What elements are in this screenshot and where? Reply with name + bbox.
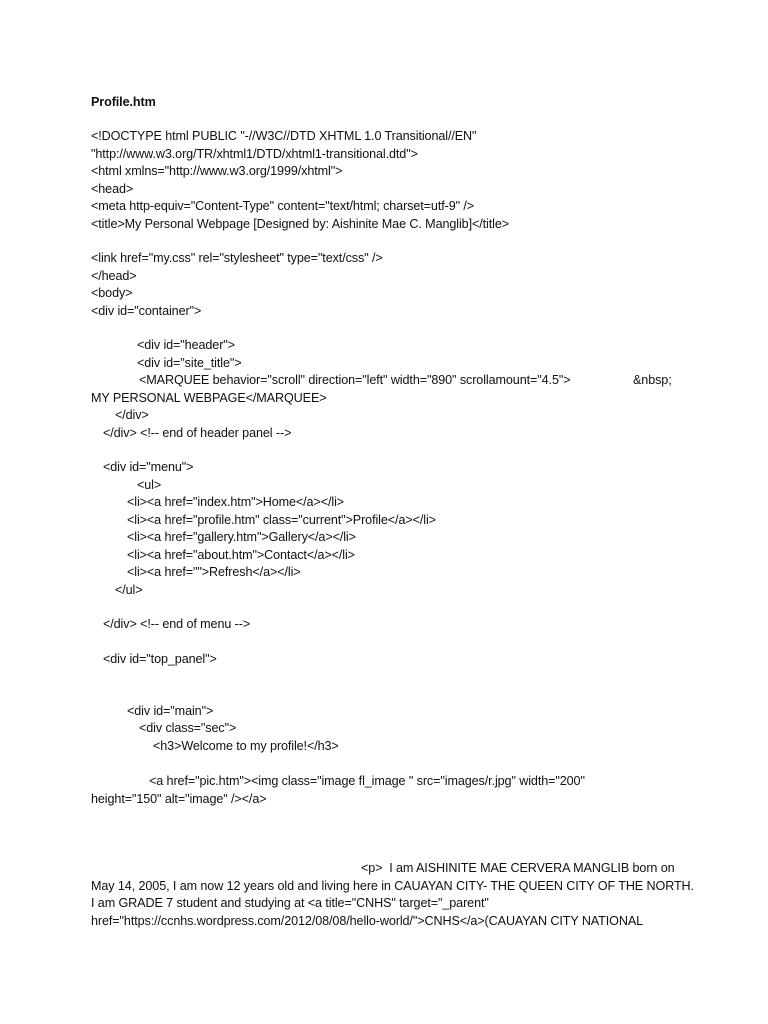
document-title: Profile.htm	[91, 95, 156, 109]
code-line: <ul>	[137, 478, 162, 492]
code-line: <h3>Welcome to my profile!</h3>	[153, 739, 339, 753]
code-line: </div>	[115, 408, 149, 422]
code-line: <li><a href="gallery.htm">Gallery</a></li>	[127, 530, 356, 544]
code-line: <div class="sec">	[139, 721, 237, 735]
code-line: <li><a href="index.htm">Home</a></li>	[127, 495, 345, 509]
code-line: <title>My Personal Webpage [Designed by: Aishinite Mae C. Manglib]</title>	[91, 217, 509, 231]
code-line: </div> <!-- end of header panel -->	[103, 426, 292, 440]
code-line: <html xmlns="http://www.w3.org/1999/xhtml">	[91, 164, 343, 178]
code-line: <meta http-equiv="Content-Type" content="text/html; charset=utf-9" />	[91, 199, 475, 213]
code-line: height="150" alt="image" /></a>	[91, 792, 267, 806]
code-line: May 14, 2005, I am now 12 years old and living here in CAUAYAN CITY- THE QUEEN CITY OF THE NORTH.	[91, 879, 694, 893]
code-line: </head>	[91, 269, 137, 283]
code-line: </ul>	[115, 583, 143, 597]
code-line: <MARQUEE behavior="scroll" direction="left" width="890" scrollamount="4.5">	[139, 373, 571, 387]
code-line: MY PERSONAL WEBPAGE</MARQUEE>	[91, 391, 327, 405]
code-line: &nbsp;	[633, 373, 672, 387]
code-line: <li><a href="">Refresh</a></li>	[127, 565, 301, 579]
code-line: </div> <!-- end of menu -->	[103, 617, 251, 631]
code-line: <div id="main">	[127, 704, 214, 718]
code-line: <div id="site_title">	[137, 356, 242, 370]
code-line: <p> I am AISHINITE MAE CERVERA MANGLIB born on	[361, 861, 675, 875]
code-line: href="https://ccnhs.wordpress.com/2012/08/08/hello-world/">CNHS</a>(CAUAYAN CITY NATIONAL	[91, 914, 644, 928]
code-line: <li><a href="about.htm">Contact</a></li>	[127, 548, 355, 562]
code-line: I am GRADE 7 student and studying at <a title="CNHS" target="_parent"	[91, 896, 489, 910]
code-line: <div id="menu">	[103, 460, 194, 474]
code-line: <div id="container">	[91, 304, 202, 318]
code-line: <div id="top_panel">	[103, 652, 217, 666]
code-line: <div id="header">	[137, 338, 235, 352]
code-line: "http://www.w3.org/TR/xhtml1/DTD/xhtml1-transitional.dtd">	[91, 147, 418, 161]
code-line: <a href="pic.htm"><img class="image fl_image " src="images/r.jpg" width="200"	[149, 774, 585, 788]
code-line: <!DOCTYPE html PUBLIC "-//W3C//DTD XHTML 1.0 Transitional//EN"	[91, 129, 477, 143]
code-line: <head>	[91, 182, 134, 196]
code-line: <body>	[91, 286, 133, 300]
code-line: <li><a href="profile.htm" class="current">Profile</a></li>	[127, 513, 436, 527]
code-line: <link href="my.css" rel="stylesheet" type="text/css" />	[91, 251, 383, 265]
